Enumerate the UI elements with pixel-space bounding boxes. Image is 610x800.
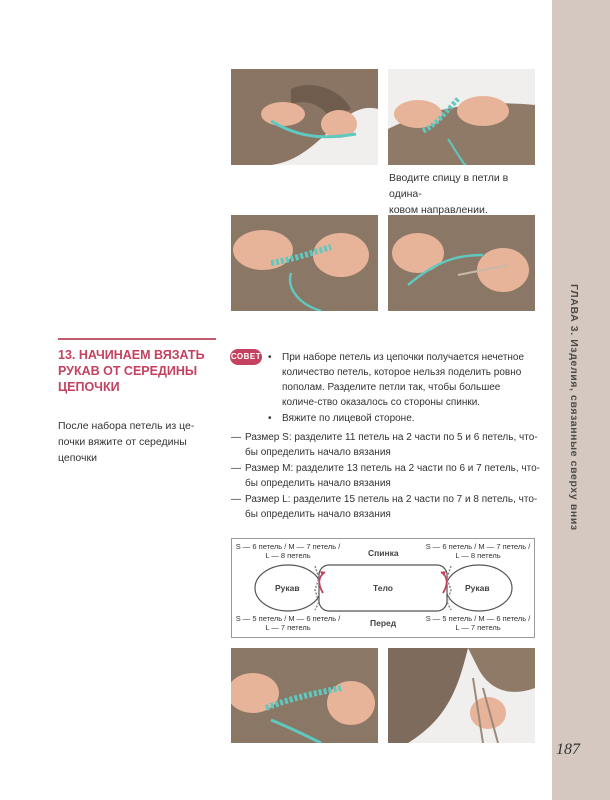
- chapter-title: ГЛАВА 3. Изделия, связанные сверху вниз: [568, 284, 580, 531]
- section-heading: 13. НАЧИНАЕМ ВЯЗАТЬ РУКАВ ОТ СЕРЕДИНЫ ЦЕПОЧКИ: [58, 348, 205, 394]
- size-instructions: [231, 430, 541, 523]
- tip-badge: СОВЕТ: [230, 349, 262, 365]
- photo-hands-knitting-3: [231, 215, 378, 311]
- label-body: Тело: [373, 583, 393, 593]
- photo-hands-knitting-5: [231, 648, 378, 743]
- size-item-s: — Размер S: разделите 11 петель на 2 части по 5 и 6 петель, что-бы определить начало вязания: [231, 430, 541, 460]
- page-number: 187: [556, 741, 580, 758]
- label-right-sleeve: Рукав: [465, 583, 490, 593]
- photo-hands-knitting-4: [388, 215, 535, 311]
- label-front: Перед: [370, 618, 397, 628]
- tip-item: • При наборе петель из цепочки получается нечетное количество петель, которое нельзя поделить ровно пополам. Разделите петли так, чтобы большее количе-ство оказалось со стороны спинки.: [268, 350, 538, 410]
- heading-rule: [58, 338, 216, 340]
- size-item-m: — Размер M: разделите 13 петель на 2 части по 6 и 7 петель, что-бы определить начало вязания: [231, 461, 541, 491]
- photo-hands-knitting-1: [231, 69, 378, 165]
- tip-item: • Вяжите по лицевой стороне.: [268, 411, 538, 426]
- stitch-division-diagram: [231, 538, 535, 638]
- tip-list: [268, 350, 538, 427]
- label-bottom-right: S — 5 петель / M — 6 петель / L — 7 петель: [425, 614, 531, 632]
- label-top-right: S — 6 петель / M — 7 петель / L — 8 петель: [425, 542, 531, 560]
- size-item-l: — Размер L: разделите 15 петель на 2 части по 7 и 8 петель, что-бы определить начало вязания: [231, 492, 541, 522]
- label-top-left: S — 6 петель / M — 7 петель / L — 8 петель: [235, 542, 341, 560]
- photo-hands-knitting-2: [388, 69, 535, 165]
- label-left-sleeve: Рукав: [275, 583, 300, 593]
- photo-caption: Вводите спицу в петли в одина- ковом направлении.: [389, 172, 509, 216]
- label-bottom-left: S — 5 петель / M — 6 петель / L — 7 петель: [235, 614, 341, 632]
- photo-hands-knitting-6: [388, 648, 535, 743]
- section-intro: После набора петель из це-почки вяжите от середины цепочки: [58, 420, 195, 464]
- chapter-side-band: [552, 0, 610, 800]
- label-back: Спинка: [368, 548, 399, 558]
